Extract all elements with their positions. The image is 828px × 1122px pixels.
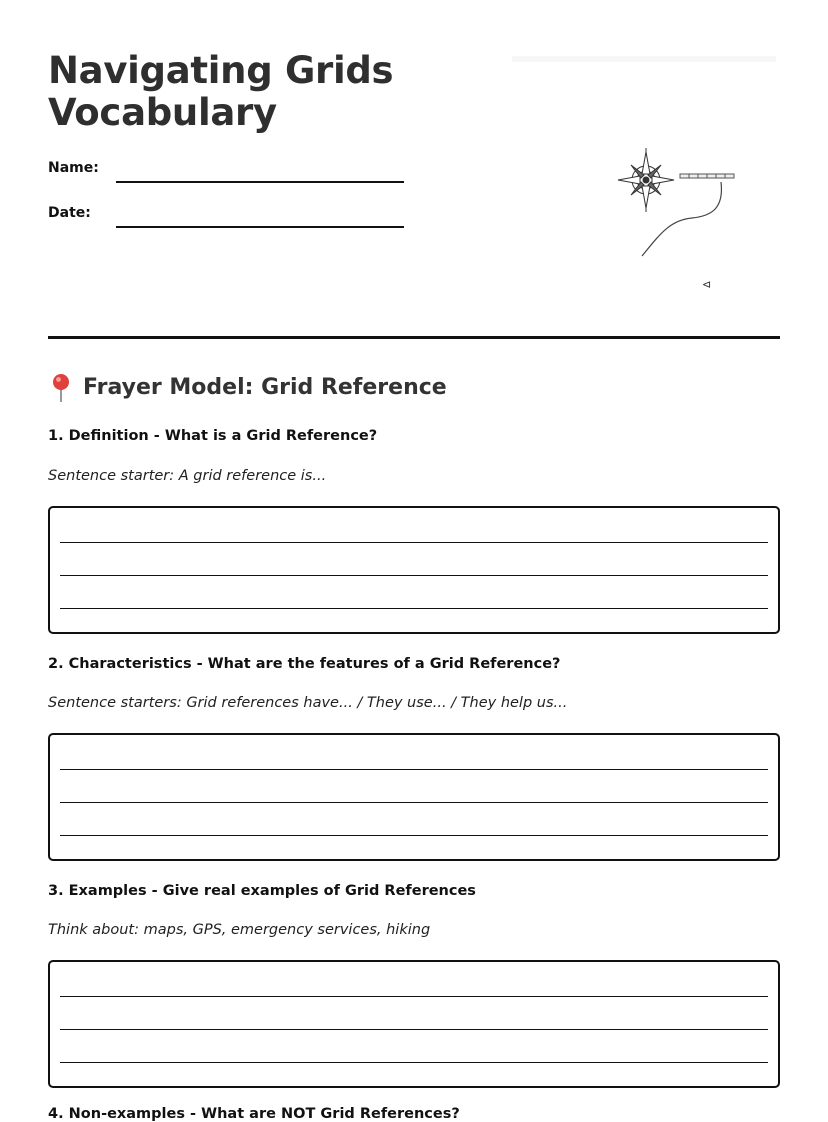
header-divider	[48, 336, 780, 339]
round-pushpin-icon	[48, 373, 74, 403]
question-4-heading: 4. Non-examples - What are NOT Grid References?	[48, 1106, 460, 1122]
title-line-1: Navigating Grids	[48, 49, 394, 92]
worksheet-title	[48, 50, 393, 134]
answer-line	[60, 835, 768, 836]
question-1-starter: Sentence starter: A grid reference is...	[48, 468, 327, 484]
answer-line	[60, 1029, 768, 1030]
question-2-starter: Sentence starters: Grid references have... / They use... / They help us...	[48, 695, 568, 711]
map-illustration	[612, 148, 742, 298]
answer-line	[60, 996, 768, 997]
compass-rose-icon	[612, 148, 742, 298]
date-field[interactable]	[116, 226, 404, 228]
answer-line	[60, 1062, 768, 1063]
question-1-heading: 1. Definition - What is a Grid Reference?	[48, 428, 378, 444]
answer-line	[60, 769, 768, 770]
section-heading-text: Frayer Model: Grid Reference	[83, 375, 447, 400]
arrow-marker-icon: ⊲	[702, 278, 712, 291]
question-2-heading: 2. Characteristics - What are the features of a Grid Reference?	[48, 656, 561, 672]
answer-line	[60, 802, 768, 803]
name-field[interactable]	[116, 181, 404, 183]
title-line-2: Vocabulary	[48, 91, 277, 134]
name-label: Name:	[48, 160, 99, 176]
question-1-answer-box[interactable]	[48, 506, 780, 634]
question-3-answer-box[interactable]	[48, 960, 780, 1088]
answer-line	[60, 575, 768, 576]
answer-line	[60, 608, 768, 609]
question-3-heading: 3. Examples - Give real examples of Grid References	[48, 883, 476, 899]
question-2-answer-box[interactable]	[48, 733, 780, 861]
section-heading	[48, 372, 447, 404]
answer-line	[60, 542, 768, 543]
question-3-starter: Think about: maps, GPS, emergency services, hiking	[48, 922, 431, 938]
date-label: Date:	[48, 205, 91, 221]
faint-header-bar	[512, 56, 776, 62]
